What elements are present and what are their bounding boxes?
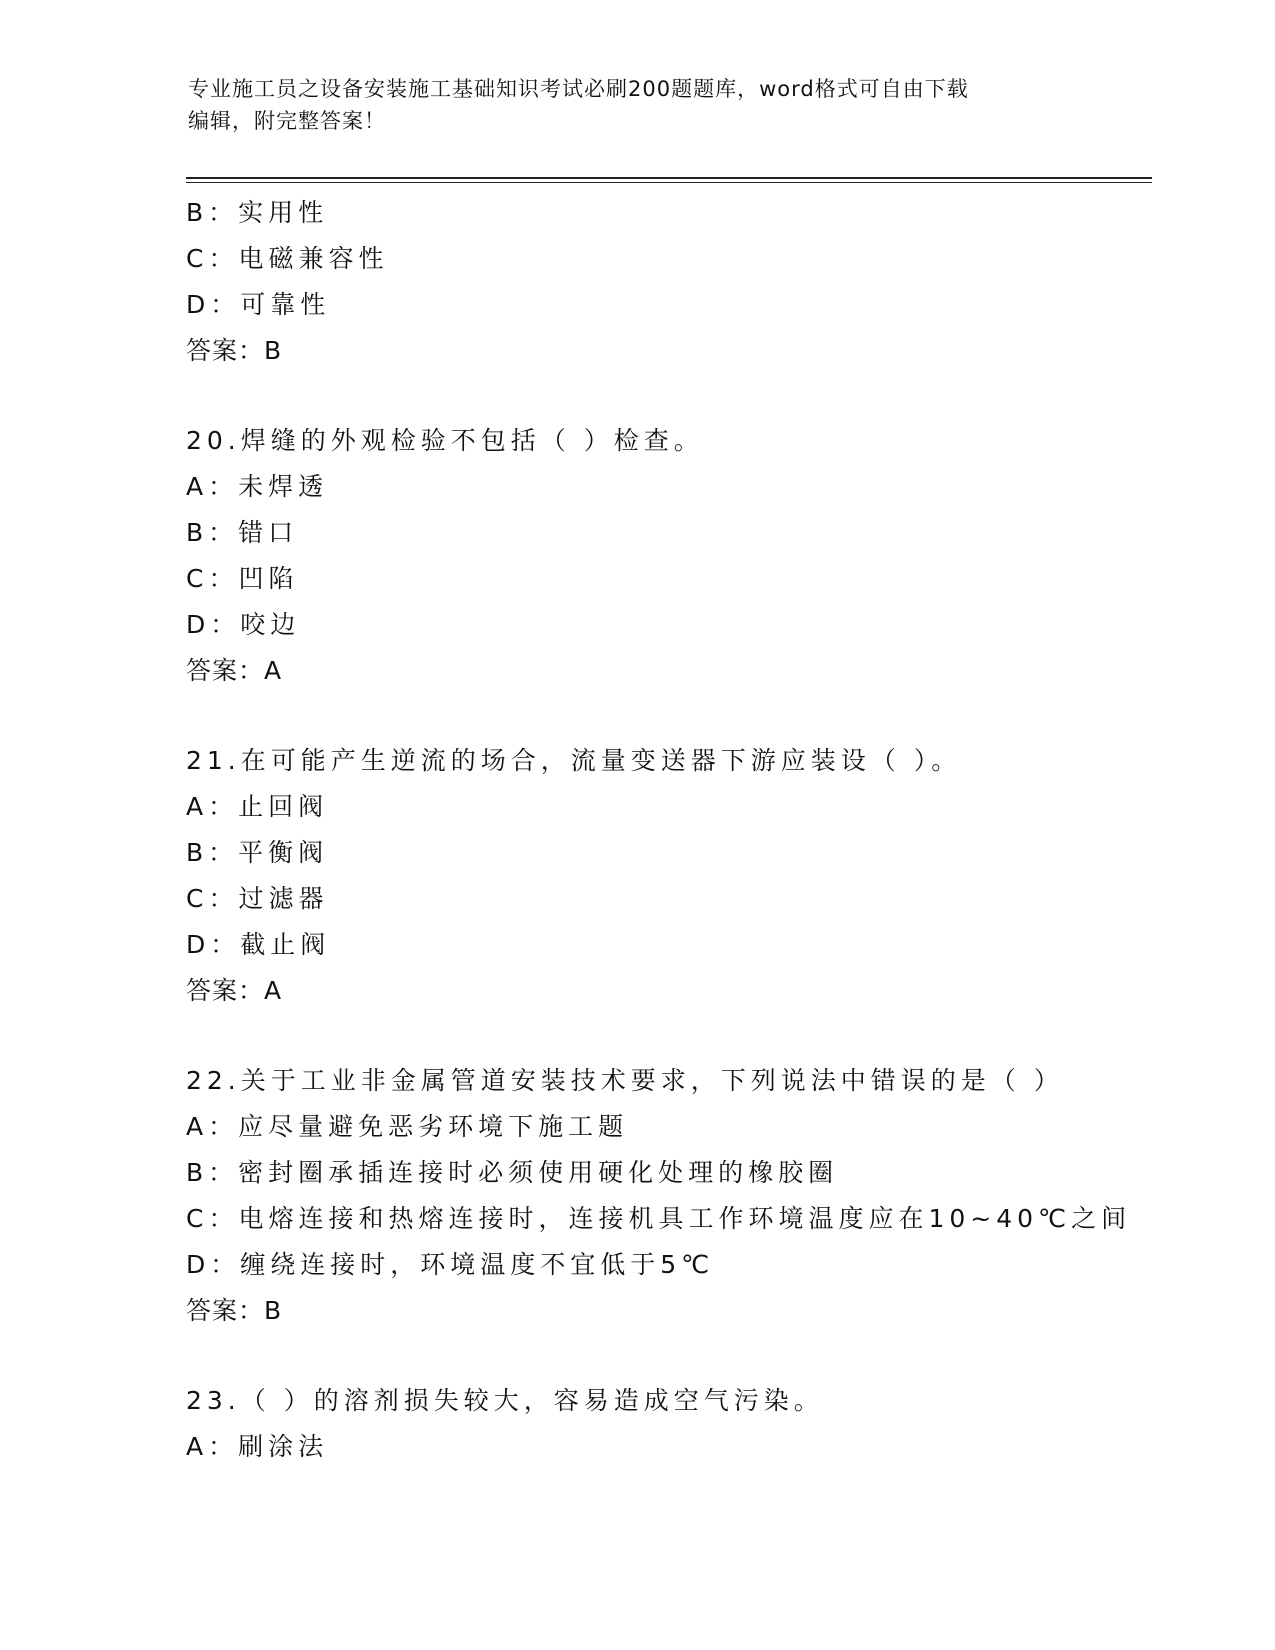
answer-line: 答案：B [186, 336, 283, 365]
question-text: 22.关于工业非金属管道安装技术要求，下列说法中错误的是（ ） [186, 1066, 1064, 1095]
answer-line: 答案：B [186, 1296, 283, 1325]
header-title-line2: 编辑，附完整答案！ [188, 109, 386, 133]
option-d: D：咬边 [186, 610, 301, 639]
question-list [186, 190, 1146, 1470]
header-title-line1: 专业施工员之设备安装施工基础知识考试必刷200题题库，word格式可自由下载 [188, 77, 969, 101]
question-block-22 [186, 1058, 1146, 1334]
question-text: 20.焊缝的外观检验不包括（ ）检查。 [186, 426, 704, 455]
option-d: D：截止阀 [186, 930, 331, 959]
option-b: B：密封圈承插连接时必须使用硬化处理的橡胶圈 [186, 1158, 839, 1187]
answer-line: 答案：A [186, 976, 283, 1005]
question-block-21 [186, 738, 1146, 1014]
option-a: A：应尽量避免恶劣环境下施工题 [186, 1112, 629, 1141]
option-b: B：错口 [186, 518, 299, 547]
option-d: D：可靠性 [186, 290, 331, 319]
header-divider-thick [186, 177, 1152, 179]
option-a: A：未焊透 [186, 472, 329, 501]
question-block-19-continued [186, 190, 1146, 374]
page-header [188, 73, 1068, 137]
header-divider-thin [186, 182, 1152, 183]
question-text: 21.在可能产生逆流的场合，流量变送器下游应装设（ ）。 [186, 746, 962, 775]
option-b: B：实用性 [186, 198, 329, 227]
option-c: C：电熔连接和热熔连接时，连接机具工作环境温度应在10~40℃之间 [186, 1204, 1132, 1233]
option-c: C：过滤器 [186, 884, 329, 913]
answer-line: 答案：A [186, 656, 283, 685]
option-c: C：电磁兼容性 [186, 244, 389, 273]
question-block-23 [186, 1378, 1146, 1470]
option-c: C：凹陷 [186, 564, 299, 593]
question-text: 23.（ ）的溶剂损失较大，容易造成空气污染。 [186, 1386, 824, 1415]
option-d: D：缠绕连接时，环境温度不宜低于5℃ [186, 1250, 715, 1279]
question-block-20 [186, 418, 1146, 694]
option-a: A：止回阀 [186, 792, 329, 821]
option-b: B：平衡阀 [186, 838, 329, 867]
option-a: A：刷涂法 [186, 1432, 329, 1461]
